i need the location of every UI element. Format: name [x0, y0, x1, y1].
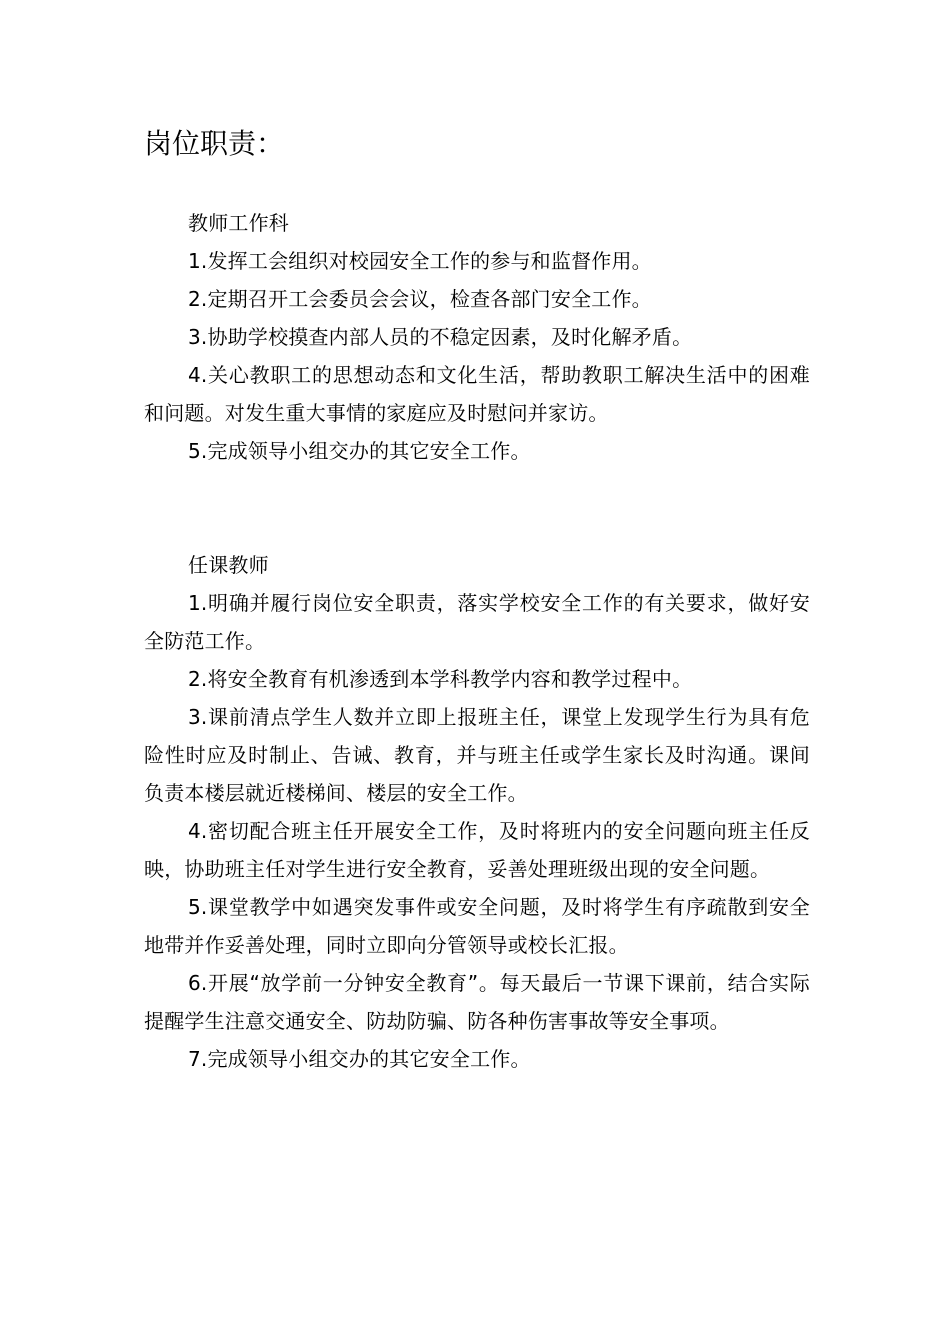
- document-title: 岗位职责：: [144, 127, 285, 160]
- list-item: 7.完成领导小组交办的其它安全工作。: [188, 1047, 531, 1071]
- list-item: 3.课前清点学生人数并立即上报班主任，课堂上发现学生行为具有危险性时应及时制止、告诫、教育，并与班主任或学生家长及时沟通。课间负责本楼层就近楼梯间、楼层的安全工作。: [144, 705, 810, 805]
- list-item: 4.密切配合班主任开展安全工作，及时将班内的安全问题向班主任反映，协助班主任对学生进行安全教育，妥善处理班级出现的安全问题。: [144, 819, 810, 881]
- list-item: 3.协助学校摸查内部人员的不稳定因素，及时化解矛盾。: [188, 325, 693, 349]
- list-item: 5.课堂教学中如遇突发事件或安全问题，及时将学生有序疏散到安全地带并作妥善处理，同时立即向分管领导或校长汇报。: [144, 895, 810, 957]
- list-item: 5.完成领导小组交办的其它安全工作。: [188, 439, 531, 463]
- list-item: 1.明确并履行岗位安全职责，落实学校安全工作的有关要求，做好安全防范工作。: [144, 591, 810, 653]
- list-item: 1.发挥工会组织对校园安全工作的参与和监督作用。: [188, 249, 652, 273]
- list-item: 2.定期召开工会委员会会议，检查各部门安全工作。: [188, 287, 652, 311]
- section-heading: 教师工作科: [188, 211, 289, 235]
- section-teacher-work: [144, 204, 810, 470]
- section-subject-teacher: [144, 546, 810, 1078]
- list-item: 2.将安全教育有机渗透到本学科教学内容和教学过程中。: [188, 667, 693, 691]
- list-item: 6.开展“放学前一分钟安全教育”。每天最后一节课下课前，结合实际提醒学生注意交通安全、防劫防骗、防各种伤害事故等安全事项。: [144, 971, 810, 1033]
- list-item: 4.关心教职工的思想动态和文化生活，帮助教职工解决生活中的困难和问题。对发生重大事情的家庭应及时慰问并家访。: [144, 363, 810, 425]
- section-heading: 任课教师: [188, 553, 269, 577]
